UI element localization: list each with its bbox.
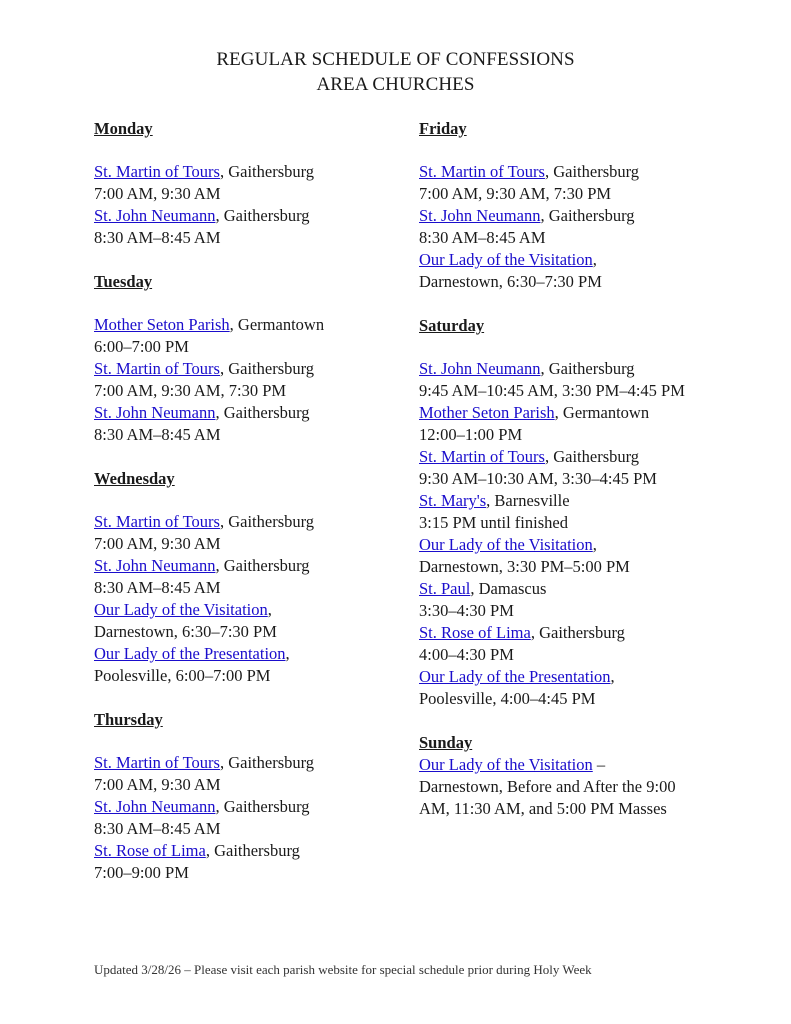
church-location: – — [592, 755, 606, 774]
day-block-friday — [419, 118, 699, 293]
church-link-our-lady-of-the-visitation[interactable]: Our Lady of the Visitation — [94, 600, 268, 619]
church-location: , Gaithersburg — [544, 447, 640, 466]
day-block-monday — [94, 118, 394, 249]
day-block-thursday — [94, 709, 394, 884]
church-link-st-john-neumann[interactable]: St. John Neumann — [94, 206, 216, 225]
church-link-st-john-neumann[interactable]: St. John Neumann — [94, 556, 216, 575]
confession-times: 7:00 AM, 9:30 AM — [94, 534, 221, 553]
title-line-1: REGULAR SCHEDULE OF CONFESSIONS — [216, 49, 575, 70]
schedule-entry — [94, 314, 394, 358]
confession-times: 7:00–9:00 PM — [94, 863, 189, 882]
confession-times: 8:30 AM–8:45 AM — [94, 819, 221, 838]
schedule-entry — [419, 622, 699, 666]
confession-times: Darnestown, 3:30 PM–5:00 PM — [419, 557, 630, 576]
church-location: , — [592, 535, 597, 554]
church-link-st-martin-of-tours[interactable]: St. Martin of Tours — [94, 753, 220, 772]
schedule-entry — [94, 752, 394, 796]
church-location: , Gaithersburg — [205, 841, 300, 860]
confession-times: 8:30 AM–8:45 AM — [94, 228, 221, 247]
church-link-st-martin-of-tours[interactable]: St. Martin of Tours — [94, 162, 220, 181]
schedule-entry — [94, 555, 394, 599]
church-location: , Gaithersburg — [544, 162, 640, 181]
church-link-st-paul[interactable]: St. Paul — [419, 579, 471, 598]
church-location: , — [285, 644, 290, 663]
confession-times: 6:00–7:00 PM — [94, 337, 189, 356]
confession-times: Darnestown, Before and After the 9:00 AM, 11:30 AM, and 5:00 PM Masses — [419, 777, 676, 818]
day-heading-sunday: Sunday — [419, 733, 473, 752]
church-location: , Gaithersburg — [540, 206, 635, 225]
church-link-st-john-neumann[interactable]: St. John Neumann — [419, 206, 541, 225]
schedule-entry — [419, 534, 699, 578]
confession-times: 8:30 AM–8:45 AM — [94, 425, 221, 444]
church-location: , — [267, 600, 272, 619]
church-location: , Gaithersburg — [215, 797, 310, 816]
day-heading-saturday: Saturday — [419, 316, 485, 335]
church-location: , Germantown — [554, 403, 650, 422]
page-title — [0, 47, 791, 97]
confession-times: 9:30 AM–10:30 AM, 3:30–4:45 PM — [419, 469, 657, 488]
schedule-entry — [94, 161, 394, 205]
confession-times: Darnestown, 6:30–7:30 PM — [94, 622, 277, 641]
schedule-entry — [419, 578, 699, 622]
confession-times: Poolesville, 4:00–4:45 PM — [419, 689, 596, 708]
church-link-st-martin-of-tours[interactable]: St. Martin of Tours — [419, 447, 545, 466]
day-heading-friday: Friday — [419, 119, 467, 138]
left-schedule-column — [94, 118, 394, 906]
church-location: , Gaithersburg — [219, 753, 315, 772]
church-link-st-john-neumann[interactable]: St. John Neumann — [94, 403, 216, 422]
church-link-st-mary-s[interactable]: St. Mary's — [419, 491, 487, 510]
church-location: , — [610, 667, 615, 686]
church-link-st-rose-of-lima[interactable]: St. Rose of Lima — [94, 841, 206, 860]
schedule-entry — [94, 599, 394, 643]
schedule-entry — [419, 205, 699, 249]
church-link-st-john-neumann[interactable]: St. John Neumann — [94, 797, 216, 816]
church-link-st-rose-of-lima[interactable]: St. Rose of Lima — [419, 623, 531, 642]
schedule-entry — [419, 161, 699, 205]
schedule-entry — [94, 643, 394, 687]
schedule-entry — [419, 490, 699, 534]
confession-times: 3:15 PM until finished — [419, 513, 568, 532]
day-block-wednesday — [94, 468, 394, 687]
schedule-entry — [419, 754, 699, 820]
day-block-sunday — [419, 732, 699, 820]
footer-note: Updated 3/28/26 – Please visit each parish website for special schedule prior during Holy Week — [94, 962, 592, 977]
schedule-entry — [419, 249, 699, 293]
church-location: , Gaithersburg — [215, 206, 310, 225]
schedule-entry — [94, 511, 394, 555]
schedule-entry — [419, 358, 699, 402]
confession-times: 7:00 AM, 9:30 AM, 7:30 PM — [419, 184, 612, 203]
day-block-tuesday — [94, 271, 394, 446]
church-location: , Germantown — [229, 315, 325, 334]
schedule-entry — [94, 402, 394, 446]
day-heading-tuesday: Tuesday — [94, 272, 153, 291]
church-link-mother-seton-parish[interactable]: Mother Seton Parish — [94, 315, 230, 334]
schedule-entry — [419, 446, 699, 490]
day-block-saturday — [419, 315, 699, 710]
church-link-mother-seton-parish[interactable]: Mother Seton Parish — [419, 403, 555, 422]
church-location: , — [592, 250, 597, 269]
schedule-entry — [419, 666, 699, 710]
confession-times: 12:00–1:00 PM — [419, 425, 523, 444]
confession-times: 4:00–4:30 PM — [419, 645, 514, 664]
church-link-st-martin-of-tours[interactable]: St. Martin of Tours — [94, 512, 220, 531]
day-heading-monday: Monday — [94, 119, 153, 138]
day-heading-thursday: Thursday — [94, 710, 163, 729]
church-link-our-lady-of-the-visitation[interactable]: Our Lady of the Visitation — [419, 535, 593, 554]
church-location: , Gaithersburg — [215, 403, 310, 422]
schedule-entry — [419, 402, 699, 446]
church-link-st-martin-of-tours[interactable]: St. Martin of Tours — [419, 162, 545, 181]
church-link-our-lady-of-the-presentation[interactable]: Our Lady of the Presentation — [94, 644, 286, 663]
confession-times: Darnestown, 6:30–7:30 PM — [419, 272, 602, 291]
church-location: , Gaithersburg — [530, 623, 625, 642]
day-heading-wednesday: Wednesday — [94, 469, 175, 488]
church-location: , Damascus — [470, 579, 547, 598]
confession-times: 7:00 AM, 9:30 AM, 7:30 PM — [94, 381, 287, 400]
church-location: , Gaithersburg — [215, 556, 310, 575]
church-link-our-lady-of-the-visitation[interactable]: Our Lady of the Visitation — [419, 755, 593, 774]
schedule-entry — [94, 205, 394, 249]
schedule-entry — [94, 358, 394, 402]
confession-times: 3:30–4:30 PM — [419, 601, 514, 620]
church-link-our-lady-of-the-visitation[interactable]: Our Lady of the Visitation — [419, 250, 593, 269]
confession-times: Poolesville, 6:00–7:00 PM — [94, 666, 271, 685]
church-link-st-martin-of-tours[interactable]: St. Martin of Tours — [94, 359, 220, 378]
church-location: , Gaithersburg — [219, 512, 315, 531]
church-location: , Barnesville — [486, 491, 570, 510]
confession-times: 7:00 AM, 9:30 AM — [94, 775, 221, 794]
church-link-st-john-neumann[interactable]: St. John Neumann — [419, 359, 541, 378]
church-location: , Gaithersburg — [540, 359, 635, 378]
confession-times: 8:30 AM–8:45 AM — [94, 578, 221, 597]
schedule-entry — [94, 796, 394, 840]
right-schedule-column — [419, 118, 699, 842]
title-line-2: AREA CHURCHES — [316, 74, 475, 95]
church-location: , Gaithersburg — [219, 162, 315, 181]
confession-times: 8:30 AM–8:45 AM — [419, 228, 546, 247]
confession-times: 9:45 AM–10:45 AM, 3:30 PM–4:45 PM — [419, 381, 685, 400]
church-link-our-lady-of-the-presentation[interactable]: Our Lady of the Presentation — [419, 667, 611, 686]
church-location: , Gaithersburg — [219, 359, 315, 378]
confession-times: 7:00 AM, 9:30 AM — [94, 184, 221, 203]
schedule-entry — [94, 840, 394, 884]
